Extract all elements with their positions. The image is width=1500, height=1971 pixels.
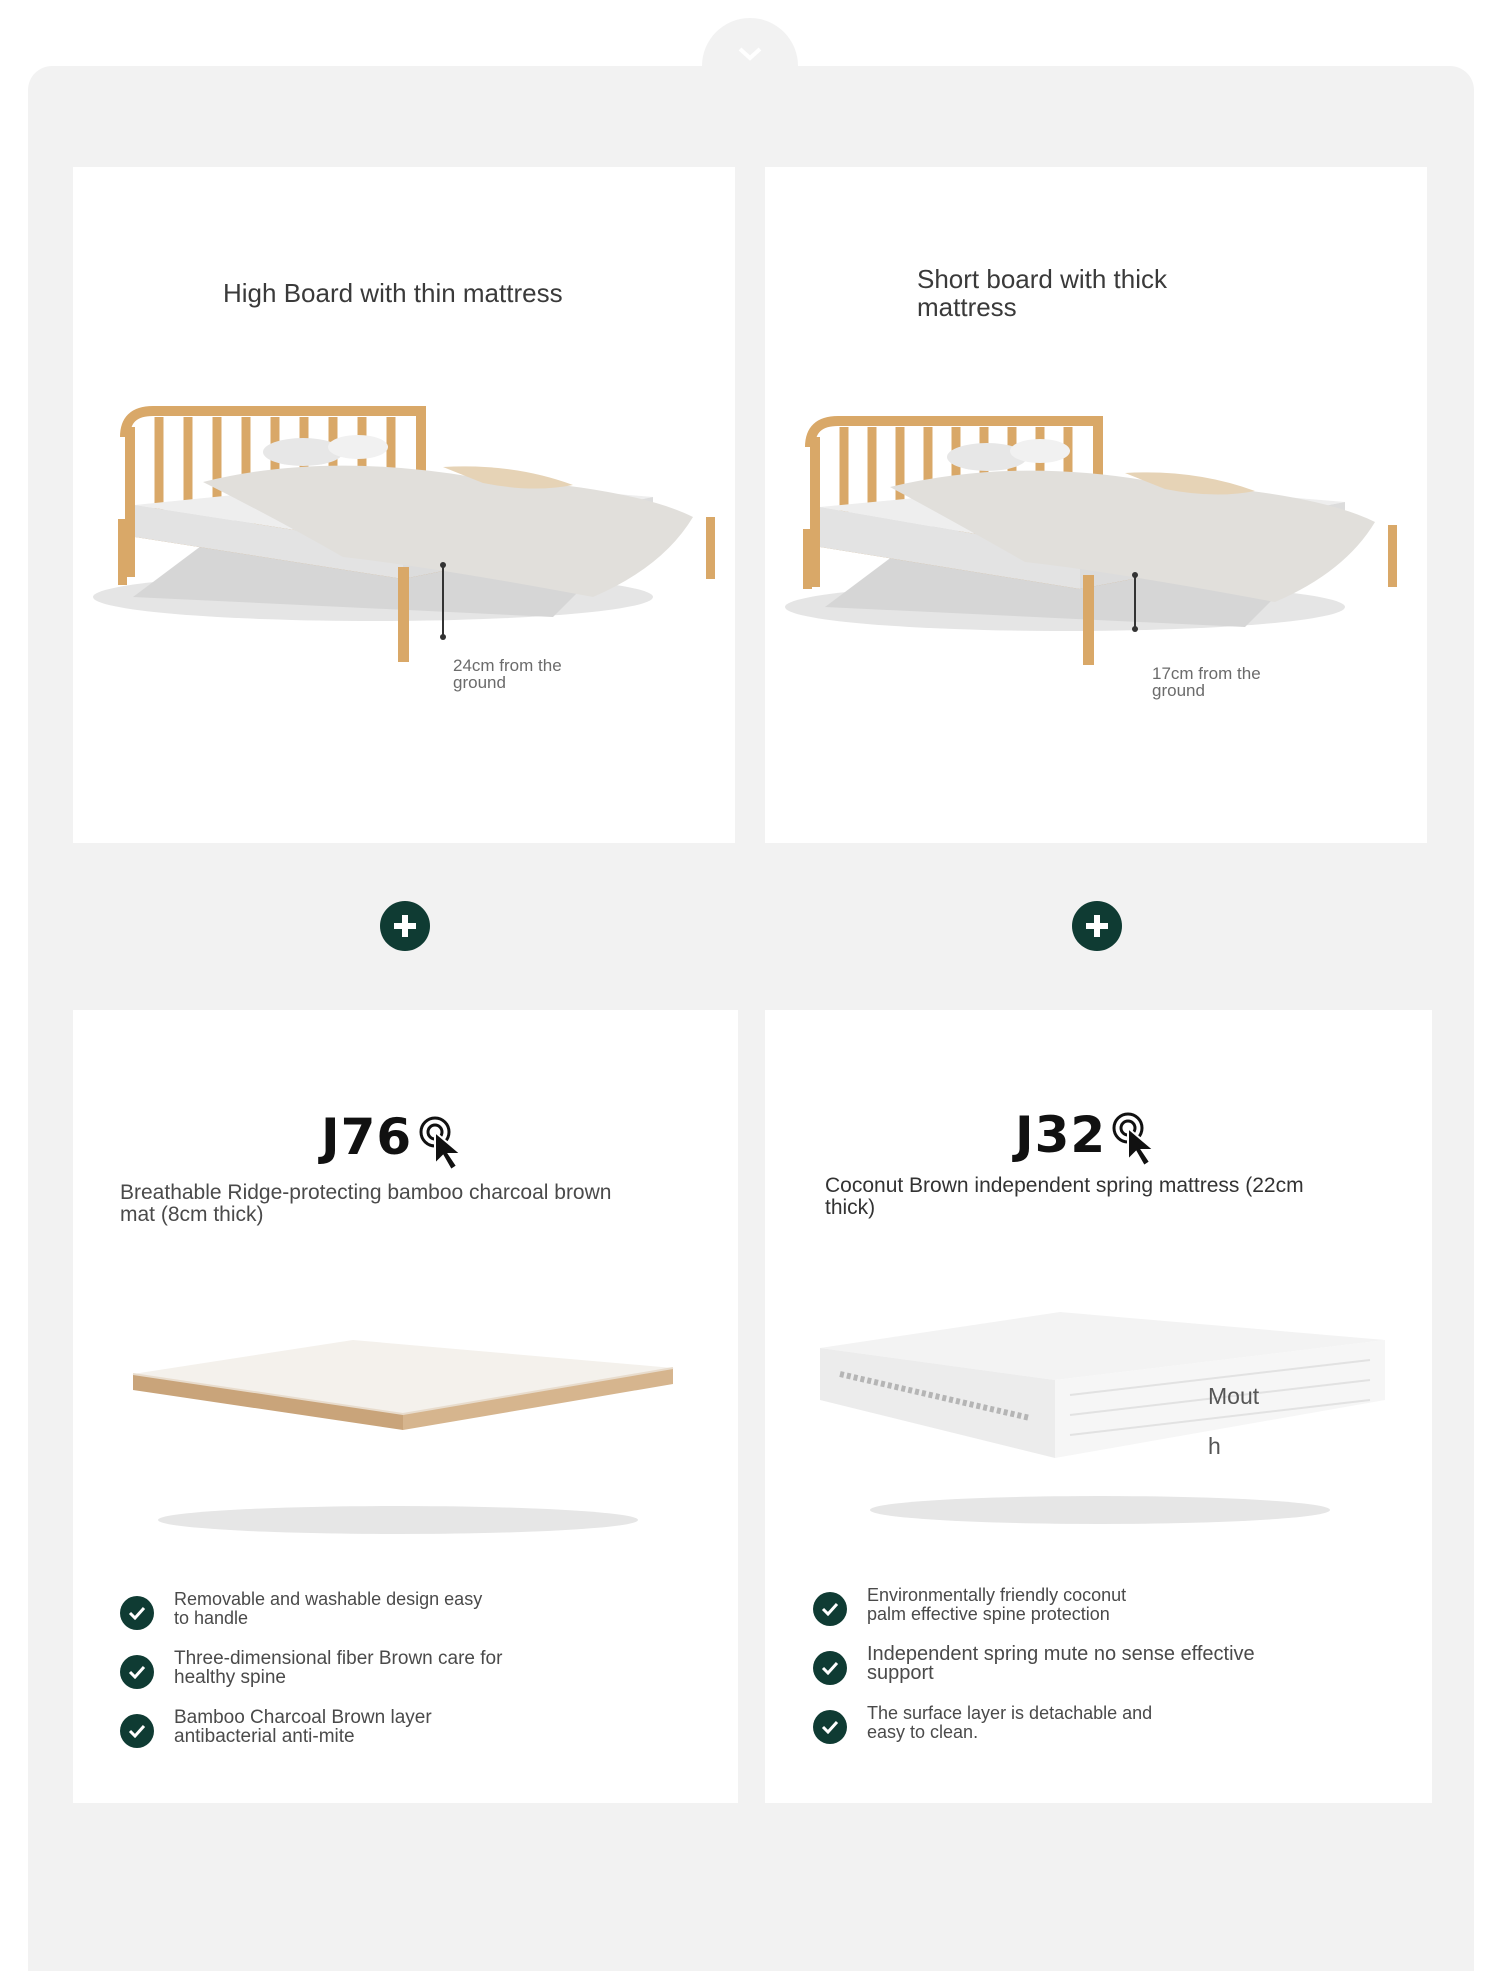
click-cursor-icon: [1110, 1110, 1170, 1170]
card-high-board: [73, 167, 735, 843]
chevron-down-icon: [736, 46, 764, 62]
spring-mattress-illustration: [810, 1300, 1400, 1540]
image-overlay-text: h: [1208, 1433, 1221, 1459]
image-overlay-text: Mout: [1208, 1383, 1260, 1409]
feature-text: The surface layer is detachable and easy to clean.: [867, 1703, 1153, 1742]
card-short-board: [765, 167, 1427, 843]
bamboo-mat-illustration: [103, 1310, 703, 1550]
card-title: Short board with thick mattress: [917, 264, 1168, 322]
product-code: J76: [321, 1108, 413, 1166]
card-j32-mattress[interactable]: [765, 1010, 1432, 1803]
feature-item: [813, 1645, 1255, 1685]
feature-item: [120, 1590, 502, 1630]
feature-list: [120, 1590, 502, 1767]
feature-text: Three-dimensional fiber Brown care for healthy spine: [174, 1648, 503, 1688]
checkmark-icon: [813, 1592, 847, 1626]
feature-item: [120, 1708, 502, 1748]
plus-icon: [380, 901, 430, 951]
click-cursor-icon: [417, 1114, 477, 1174]
feature-item: [813, 1704, 1255, 1744]
feature-list: [813, 1586, 1255, 1763]
collapse-tab[interactable]: [702, 18, 798, 114]
checkmark-icon: [120, 1714, 154, 1748]
feature-item: [120, 1649, 502, 1689]
ground-height-label: 24cm from the ground: [453, 656, 562, 692]
checkmark-icon: [813, 1710, 847, 1744]
card-j76-mattress[interactable]: [73, 1010, 738, 1803]
card-title: High Board with thin mattress: [223, 278, 563, 308]
product-code: J32: [1015, 1106, 1107, 1164]
feature-text: Bamboo Charcoal Brown layer antibacterial anti-mite: [174, 1707, 432, 1747]
feature-text: Removable and washable design easy to handle: [174, 1589, 483, 1628]
feature-text: Environmentally friendly coconut palm effective spine protection: [867, 1585, 1127, 1624]
feature-text: Independent spring mute no sense effective support: [867, 1643, 1255, 1684]
ground-height-label: 17cm from the ground: [1152, 664, 1261, 700]
bed-high-board-illustration: [73, 397, 735, 697]
checkmark-icon: [120, 1655, 154, 1689]
plus-icon: [1072, 901, 1122, 951]
bed-short-board-illustration: [765, 407, 1427, 707]
product-description: Breathable Ridge-protecting bamboo charcoal brown mat (8cm thick): [120, 1181, 612, 1226]
checkmark-icon: [120, 1596, 154, 1630]
product-description: Coconut Brown independent spring mattress (22cm thick): [825, 1174, 1304, 1219]
feature-item: [813, 1586, 1255, 1626]
checkmark-icon: [813, 1651, 847, 1685]
